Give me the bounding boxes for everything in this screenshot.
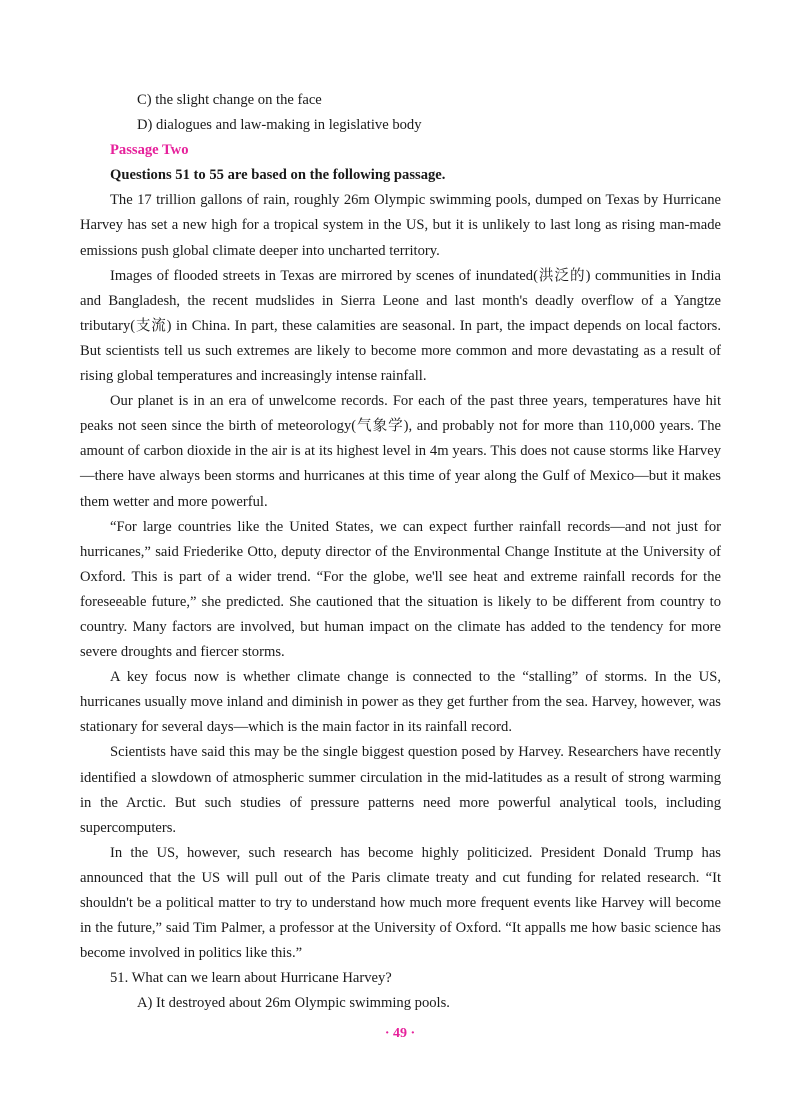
paragraph-4: “For large countries like the United States, we can expect further rainfall records—and not just for hurricanes,” said Friederike Otto, deputy director of the Environmental Change Institute at the University of Oxford. This is part of a wider trend. “For the globe, we'll see heat and extreme rainfall records for the foreseeable future,” she predicted. She cautioned that the situation is likely to be different from country to country. Many factors are involved, but human impact on the climate has added to the tendency for more severe droughts and fiercer storms. <box>80 518 721 661</box>
paragraph-2: Images of flooded streets in Texas are mirrored by scenes of inundated(洪泛的) communities in India and Bangladesh, the recent mudslides in Sierra Leone and last month's deadly overflow of a Yangtze tributary(支流) in China. In part, these calamities are seasonal. In part, the impact depends on local factors. But scientists tell us such extremes are likely to become more common and more devastating as a result of rising global temperatures and increasingly intense rainfall. <box>80 267 721 385</box>
paragraph-1: The 17 trillion gallons of rain, roughly 26m Olympic swimming pools, dumped on Texas by Hurricane Harvey has set a new high for a tropical system in the US, but it is unlikely to last long as rising man-made emissions push global climate deeper into uncharted territory. <box>80 192 721 259</box>
question-51: 51. What can we learn about Hurricane Harvey? <box>110 970 392 987</box>
instruction: Questions 51 to 55 are based on the following passage. <box>110 167 446 184</box>
page-number: · 49 · <box>384 1026 416 1041</box>
option-c: C) the slight change on the face <box>137 92 322 108</box>
document-body <box>80 88 721 1016</box>
paragraph-5: A key focus now is whether climate change is connected to the “stalling” of storms. In the US, hurricanes usually move inland and diminish in power as they get further from the sea. Harvey, however, was stationary for several days—which is the main factor in its rainfall record. <box>80 669 721 736</box>
option-d: D) dialogues and law-making in legislative body <box>137 117 422 134</box>
paragraph-7: In the US, however, such research has become highly politicized. President Donald Trump has announced that the US will pull out of the Paris climate treaty and cut funding for related research. “It shouldn't be a political matter to try to understand how much more frequent events like Harvey will become in the future,” said Tim Palmer, a professor at the University of Oxford. “It appalls me how basic science has become involved in politics like this.” <box>80 844 721 962</box>
question-51-option-a: A) It destroyed about 26m Olympic swimming pools. <box>137 995 450 1012</box>
paragraph-6: Scientists have said this may be the single biggest question posed by Harvey. Researchers have recently identified a slowdown of atmospheric summer circulation in the mid-latitudes as a result of strong warming in the Arctic. But such studies of pressure patterns need more powerful analytical tools, including supercomputers. <box>80 744 721 836</box>
paragraph-3: Our planet is in an era of unwelcome records. For each of the past three years, temperatures have hit peaks not seen since the birth of meteorology(气象学), and probably not for more than 110,000 years. The amount of carbon dioxide in the air is at its highest level in 4m years. This does not cause storms like Harvey—there have always been storms and hurricanes at this time of year along the Gulf of Mexico—but it makes them wetter and more powerful. <box>80 393 721 510</box>
passage-heading: Passage Two <box>110 142 189 159</box>
